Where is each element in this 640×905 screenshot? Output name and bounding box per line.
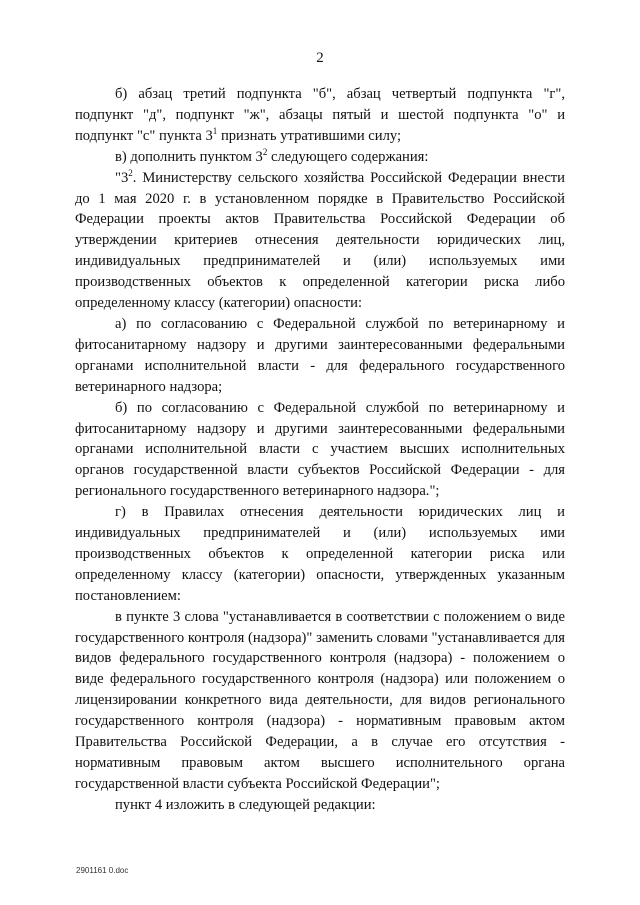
page-number: 2 <box>316 50 324 66</box>
paragraph-item-b <box>75 84 565 147</box>
paragraph-text: б) абзац третий подпункта "б", абзац четвертый подпункта "г", подпункт "д", подпункт "ж", абзацы пятый и шестой подпункта "о" и подпункт "с" пункта 3 <box>75 86 565 144</box>
paragraph-item-v <box>75 147 565 168</box>
paragraph-point-3-amendment: в пункте 3 слова "устанавливается в соответствии с положением о виде государственного контроля (надзора)" заменить словами "устанавливается для видов федерального государственного контроля (надзора) - положением о виде федерального государственного контроля (надзора) или положением о лицензировании конкретного вида деятельности, для видов регионального государственного контроля (надзора) - нормативным правовым актом Правительства Российской Федерации, а в случае его отсутствия - нормативным правовым актом высшего исполнительного органа государственной власти субъекта Российской Федерации"; <box>75 608 565 792</box>
superscript: 2 <box>128 167 133 178</box>
paragraph-subpoint-a: а) по согласованию с Федеральной службой по ветеринарному и фитосанитарному надзору и другими заинтересованными федеральными органами исполнительной власти - для федерального государственного ветеринарного надзора; <box>75 315 565 395</box>
paragraph-text: в) дополнить пунктом 3 <box>115 148 263 165</box>
superscript: 2 <box>262 146 268 157</box>
paragraph-item-g: г) в Правилах отнесения деятельности юридических лиц и индивидуальных предпринимателей и (или) используемых ими производственных объектов к определенной категории риска или определенному классу (категории) опасности, утвержденных указанным постановлением: <box>75 504 565 604</box>
superscript: 1 <box>212 125 218 136</box>
paragraph-text: признать утратившими силу; <box>217 127 402 144</box>
paragraph-text: "3 <box>115 169 129 186</box>
paragraph-point-4: пункт 4 изложить в следующей редакции: <box>115 796 376 813</box>
paragraph-text: . Министерству сельского хозяйства Российской Федерации внести до 1 мая 2020 г. в установленном порядке в Правительство Российской Федерации проекты актов Правительства Российской Федерации об утверждении критериев отнесения деятельности юридических лиц, индивидуальных предпринимателей и (или) используемых ими производственных объектов к определенной категории риска либо определенному классу (категории) опасности: <box>75 169 565 312</box>
footer-file-code: 2901161 0.doc <box>76 866 129 875</box>
paragraph-subpoint-b: б) по согласованию с Федеральной службой по ветеринарному и фитосанитарному надзору и другими заинтересованными федеральными органами исполнительной власти с участием высших исполнительных органов государственной власти субъектов Российской Федерации - для регионального государственного ветеринарного надзора."; <box>75 399 565 500</box>
document-body <box>75 84 565 816</box>
paragraph-point-3-2 <box>75 168 565 314</box>
paragraph-text: следующего содержания: <box>267 148 429 165</box>
